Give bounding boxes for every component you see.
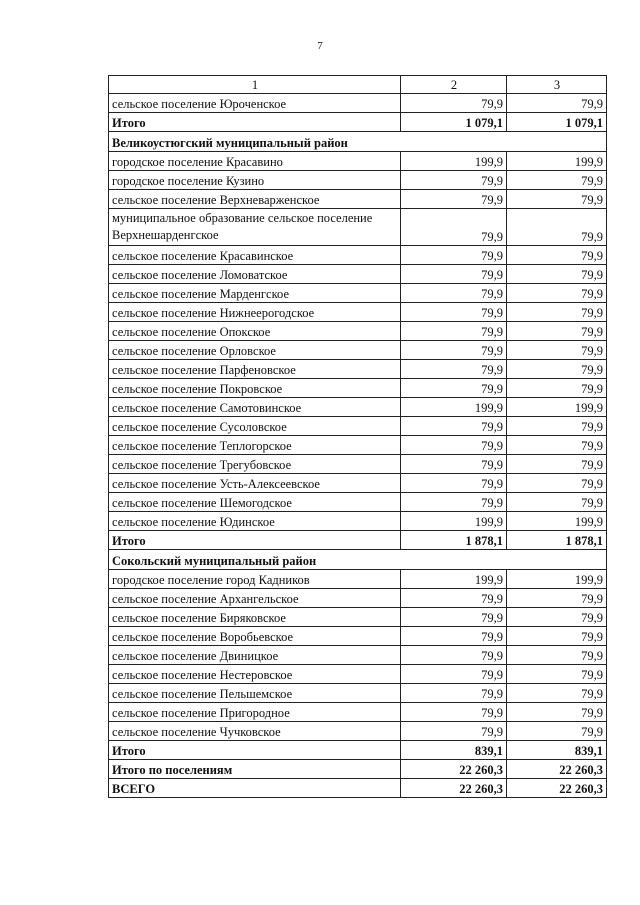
value-col-3: 22 260,3 [507,779,607,798]
settlement-name: сельское поселение Орловское [109,341,401,360]
total-label: Итого [109,113,401,132]
value-col-2: 22 260,3 [401,760,507,779]
settlement-name: сельское поселение Архангельское [109,589,401,608]
value-col-3: 79,9 [507,209,607,246]
settlement-name: сельское поселение Усть-Алексеевское [109,474,401,493]
value-col-2: 79,9 [401,474,507,493]
table-row [109,436,607,455]
value-col-2: 79,9 [401,284,507,303]
value-col-2: 79,9 [401,493,507,512]
settlement-name: сельское поселение Нижнеерогодское [109,303,401,322]
value-col-2: 79,9 [401,379,507,398]
table-row [109,398,607,417]
value-col-3: 79,9 [507,665,607,684]
value-col-3: 79,9 [507,589,607,608]
value-col-3: 199,9 [507,512,607,531]
settlement-name: сельское поселение Воробьевское [109,627,401,646]
value-col-2: 79,9 [401,589,507,608]
total-label: Итого по поселениям [109,760,401,779]
value-col-3: 79,9 [507,703,607,722]
section-title: Сокольский муниципальный район [109,550,607,570]
value-col-2: 79,9 [401,322,507,341]
table-row [109,665,607,684]
settlement-name: сельское поселение Покровское [109,379,401,398]
value-col-3: 79,9 [507,684,607,703]
settlement-name: сельское поселение Теплогорское [109,436,401,455]
value-col-3: 79,9 [507,379,607,398]
table-row [109,608,607,627]
value-col-2: 79,9 [401,209,507,246]
value-col-3: 839,1 [507,741,607,760]
table-row [109,512,607,531]
settlement-name: сельское поселение Юдинское [109,512,401,531]
value-col-2: 199,9 [401,152,507,171]
value-col-2: 79,9 [401,646,507,665]
value-col-2: 79,9 [401,94,507,113]
table-row [109,341,607,360]
table-row [109,209,607,246]
value-col-3: 79,9 [507,360,607,379]
value-col-2: 79,9 [401,246,507,265]
value-col-2: 79,9 [401,455,507,474]
total-row [109,760,607,779]
section-title: Великоустюгский муниципальный район [109,132,607,152]
settlement-name: сельское поселение Самотовинское [109,398,401,417]
header-cell-1: 1 [109,76,401,94]
table-row [109,94,607,113]
value-col-3: 199,9 [507,398,607,417]
value-col-3: 79,9 [507,493,607,512]
table-row [109,474,607,493]
value-col-2: 79,9 [401,341,507,360]
settlement-name: городское поселение Кузино [109,171,401,190]
settlement-name: сельское поселение Опокское [109,322,401,341]
value-col-2: 79,9 [401,436,507,455]
value-col-3: 79,9 [507,436,607,455]
value-col-2: 79,9 [401,360,507,379]
total-row [109,113,607,132]
value-col-3: 79,9 [507,94,607,113]
page-number: 7 [317,40,323,52]
value-col-3: 79,9 [507,284,607,303]
table-row [109,722,607,741]
total-row [109,531,607,550]
value-col-3: 79,9 [507,171,607,190]
header-cell-2: 2 [401,76,507,94]
header-cell-3: 3 [507,76,607,94]
value-col-2: 1 079,1 [401,113,507,132]
value-col-3: 22 260,3 [507,760,607,779]
settlement-name: сельское поселение Марденгское [109,284,401,303]
value-col-2: 79,9 [401,608,507,627]
value-col-2: 1 878,1 [401,531,507,550]
total-row [109,779,607,798]
table-row [109,417,607,436]
table-row [109,152,607,171]
value-col-2: 839,1 [401,741,507,760]
value-col-3: 79,9 [507,474,607,493]
table-header-row [109,76,607,94]
settlement-name: сельское поселение Красавинское [109,246,401,265]
budget-table-body [109,76,607,798]
table-row [109,627,607,646]
table-row [109,360,607,379]
value-col-2: 79,9 [401,684,507,703]
settlement-name: сельское поселение Верхневарженское [109,190,401,209]
value-col-3: 1 079,1 [507,113,607,132]
settlement-name: сельское поселение Нестеровское [109,665,401,684]
settlement-name: сельское поселение Пельшемское [109,684,401,703]
settlement-name: сельское поселение Шемогодское [109,493,401,512]
value-col-2: 199,9 [401,570,507,589]
settlement-name: сельское поселение Сусоловское [109,417,401,436]
settlement-name: муниципальное образование сельское поселение Верхнешарденгское [109,209,401,246]
table-row [109,589,607,608]
table-row [109,246,607,265]
value-col-3: 79,9 [507,190,607,209]
value-col-3: 79,9 [507,608,607,627]
value-col-3: 79,9 [507,722,607,741]
value-col-2: 199,9 [401,398,507,417]
table-row [109,265,607,284]
table-row [109,646,607,665]
settlement-name: сельское поселение Пригородное [109,703,401,722]
settlement-name: сельское поселение Трегубовское [109,455,401,474]
value-col-3: 79,9 [507,627,607,646]
value-col-3: 199,9 [507,570,607,589]
value-col-3: 79,9 [507,417,607,436]
value-col-3: 79,9 [507,341,607,360]
value-col-3: 79,9 [507,246,607,265]
value-col-2: 79,9 [401,190,507,209]
value-col-3: 79,9 [507,455,607,474]
value-col-2: 79,9 [401,171,507,190]
settlement-name: сельское поселение Ломоватское [109,265,401,284]
value-col-2: 22 260,3 [401,779,507,798]
total-label: Итого [109,741,401,760]
value-col-3: 79,9 [507,646,607,665]
table-row [109,303,607,322]
total-label: Итого [109,531,401,550]
value-col-3: 1 878,1 [507,531,607,550]
table-row [109,684,607,703]
value-col-3: 79,9 [507,303,607,322]
value-col-2: 199,9 [401,512,507,531]
settlement-name: городское поселение Красавино [109,152,401,171]
value-col-3: 79,9 [507,322,607,341]
total-label: ВСЕГО [109,779,401,798]
value-col-2: 79,9 [401,722,507,741]
table-row [109,190,607,209]
settlement-name: сельское поселение Биряковское [109,608,401,627]
value-col-2: 79,9 [401,303,507,322]
section-row [109,550,607,570]
budget-table [108,75,607,798]
value-col-2: 79,9 [401,665,507,684]
table-row [109,455,607,474]
table-row [109,570,607,589]
table-row [109,703,607,722]
table-row [109,379,607,398]
table-row [109,171,607,190]
settlement-name: сельское поселение Двиницкое [109,646,401,665]
value-col-2: 79,9 [401,627,507,646]
table-row [109,493,607,512]
table-row [109,322,607,341]
settlement-name: сельское поселение Парфеновское [109,360,401,379]
section-row [109,132,607,152]
value-col-2: 79,9 [401,703,507,722]
settlement-name: городское поселение город Кадников [109,570,401,589]
value-col-3: 199,9 [507,152,607,171]
settlement-name: сельское поселение Юроченское [109,94,401,113]
value-col-3: 79,9 [507,265,607,284]
table-row [109,284,607,303]
settlement-name: сельское поселение Чучковское [109,722,401,741]
total-row [109,741,607,760]
value-col-2: 79,9 [401,265,507,284]
value-col-2: 79,9 [401,417,507,436]
